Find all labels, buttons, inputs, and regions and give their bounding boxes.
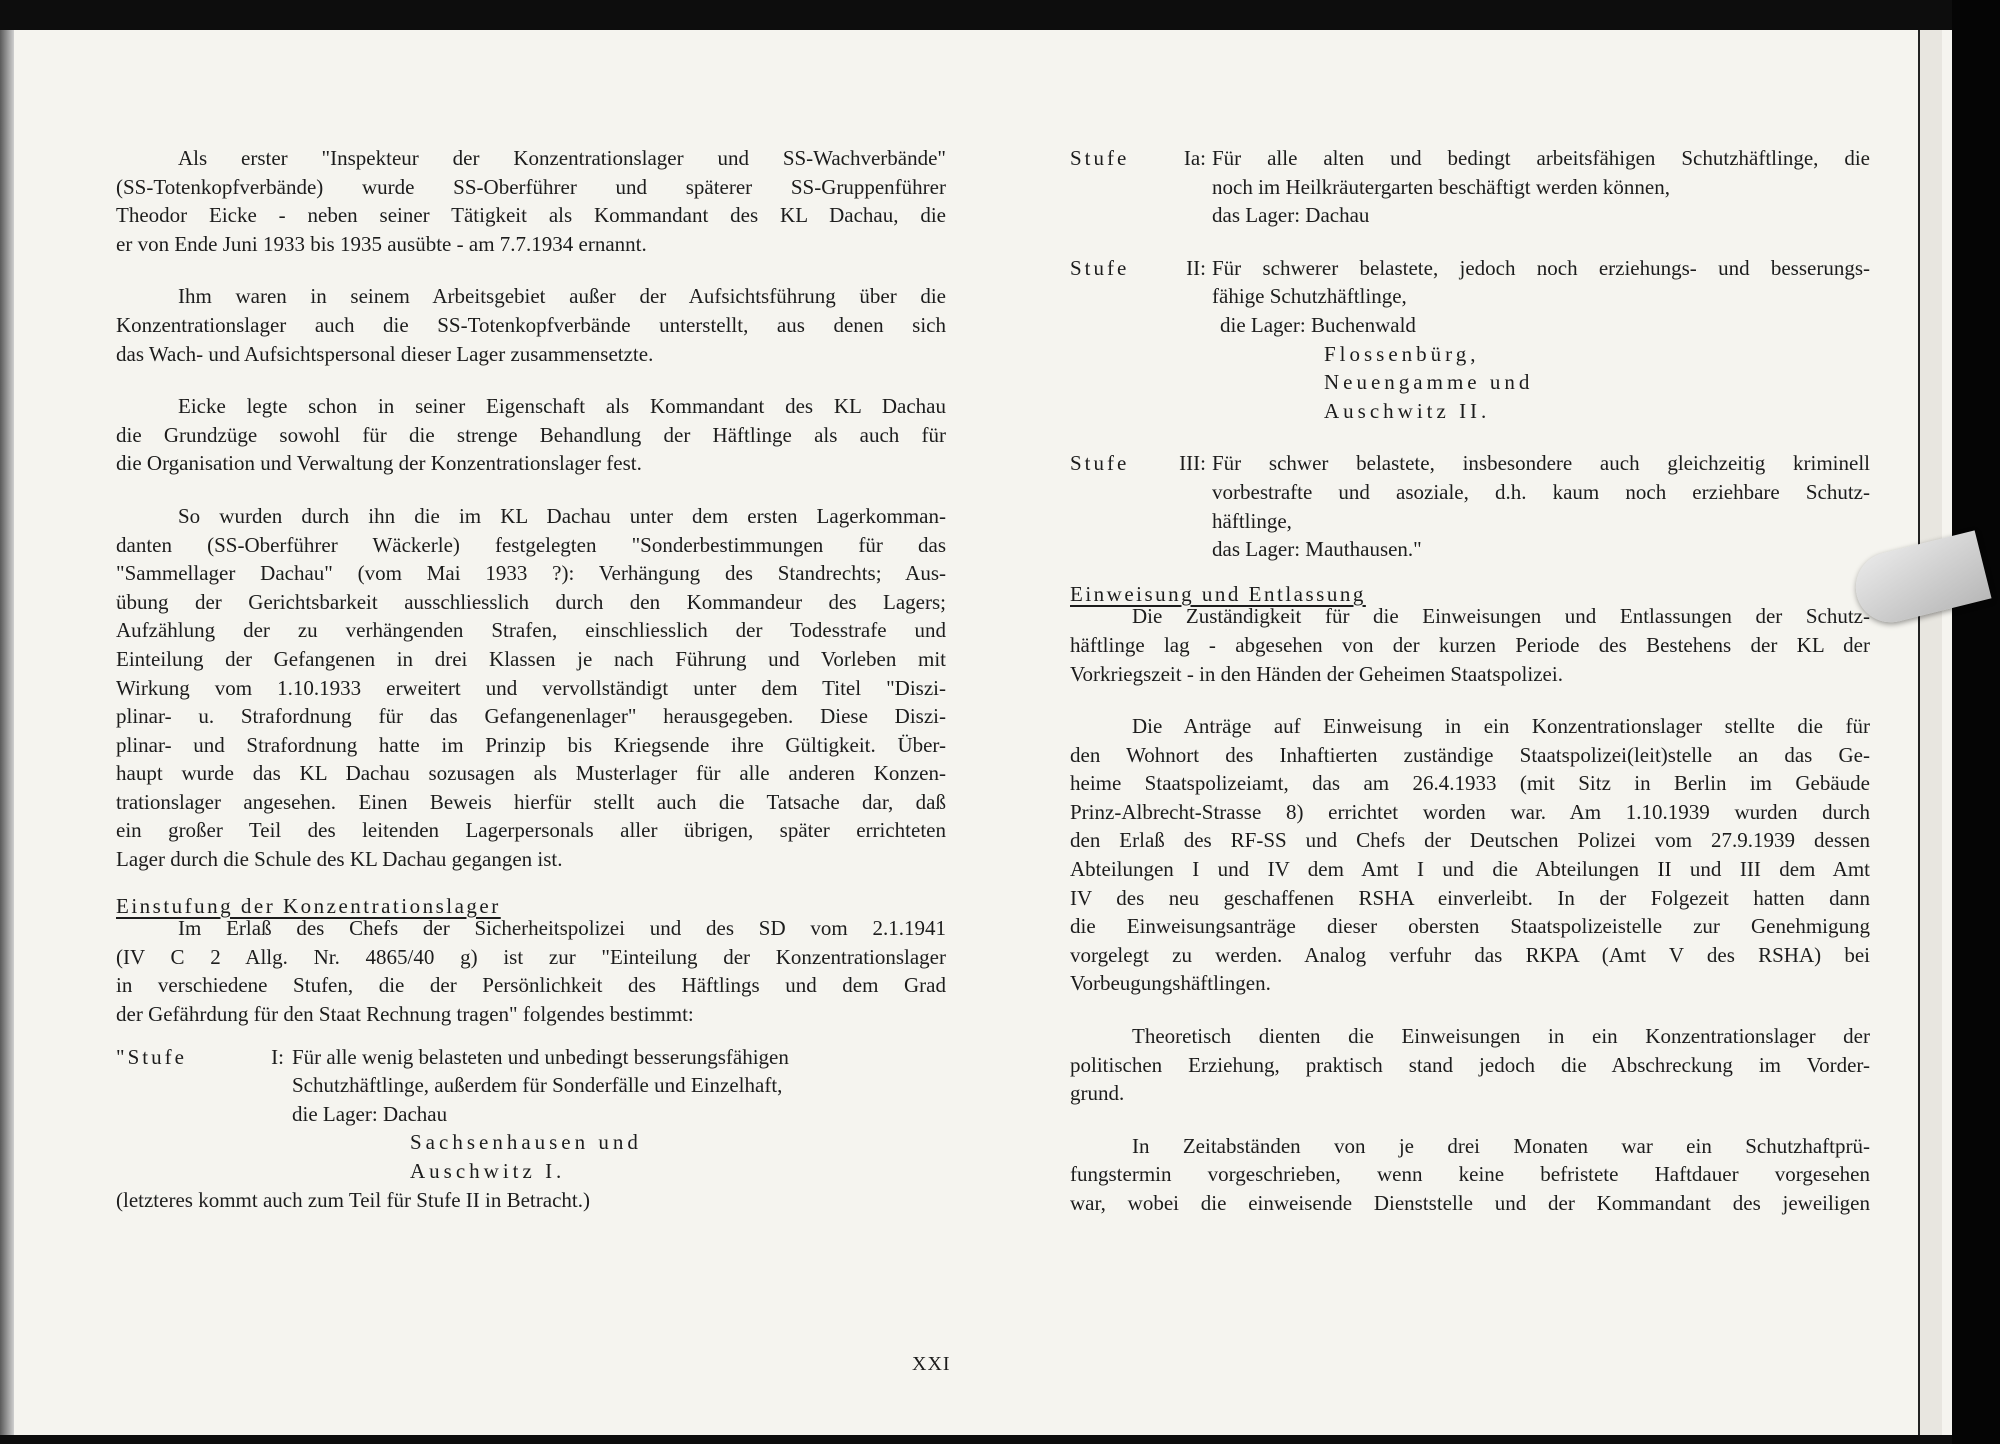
text-line: ein großer Teil des leitenden Lagerpersonals aller übrigen, später errichteten (116, 818, 946, 843)
lager-name: Flossenbürg, (1324, 341, 1480, 366)
stufe-label: Stufe (1070, 255, 1130, 280)
text-line: den Erlaß des RF-SS und Chefs der Deutschen Polizei vom 27.9.1939 dessen (1070, 828, 1870, 853)
paragraph-zustaendigkeit (1070, 602, 1870, 688)
page-edge-strip (1918, 30, 1942, 1435)
text-line: Konzentrationslager auch die SS-Totenkopfverbände unterstellt, aus denen sich (116, 312, 946, 337)
text-line: "Sammellager Dachau" (vom Mai 1933 ?): Verhängung des Standrechts; Aus- (116, 561, 946, 586)
text-line: Einteilung der Gefangenen in drei Klassen je nach Führung und Vorleben mit (116, 646, 946, 671)
text-line: war, wobei die einweisende Dienststelle und der Kommandant des jeweiligen (1070, 1191, 1870, 1215)
text-line: (IV C 2 Allg. Nr. 4865/40 g) ist zur "Einteilung der Konzentrationslager (116, 944, 946, 969)
text-line: grund. (1070, 1081, 1125, 1106)
text-line: plinar- und Strafordnung hatte im Prinzip bis Kriegsende ihre Gültigkeit. Über- (116, 732, 946, 757)
section-heading-einstufung: Einstufung der Konzentrationslager (116, 893, 501, 918)
paragraph-antraege (1070, 712, 1870, 998)
stufe-label: Stufe (1070, 146, 1130, 170)
paragraph-arbeitsgebiet (116, 282, 946, 368)
text-line: die Lager: Buchenwald (1220, 312, 1416, 337)
text-line: Für schwerer belastete, jedoch noch erziehungs- und besserungs- (1212, 255, 1870, 280)
lager-name: Neuengamme und (1324, 370, 1534, 395)
text-line: politischen Erziehung, praktisch stand jedoch die Abschreckung im Vorder- (1070, 1052, 1870, 1077)
text-line: So wurden durch ihn die im KL Dachau unter dem ersten Lagerkomman- (178, 503, 946, 528)
stufe-number: I: (271, 1044, 284, 1069)
text-line: Für schwer belastete, insbesondere auch gleichzeitig kriminell (1212, 451, 1870, 476)
text-line: Theodor Eicke - neben seiner Tätigkeit als Kommandant des KL Dachau, die (116, 203, 946, 228)
text-line: Prinz-Albrecht-Strasse 8) errichtet worden war. Am 1.10.1939 wurden durch (1070, 799, 1870, 824)
stufe-ia-block (1070, 144, 1870, 230)
text-line: übung der Gerichtsbarkeit ausschliesslich durch den Kommandeur des Lagers; (116, 589, 946, 614)
text-line: das Lager: Dachau (1212, 203, 1370, 228)
paragraph-erlass (116, 914, 946, 1028)
paragraph-sonderbestimmungen (116, 502, 946, 874)
section-heading-einweisung: Einweisung und Entlassung (1070, 581, 1366, 606)
text-line: Abteilungen I und IV dem Amt I und die Abteilungen II und III dem Amt (1070, 857, 1870, 882)
text-line: die Organisation und Verwaltung der Konzentrationslager fest. (116, 451, 642, 476)
text-line: Schutzhäftlinge, außerdem für Sonderfälle und Einzelhaft, (292, 1073, 783, 1098)
text-line: In Zeitabständen von je drei Monaten war ein Schutzhaftprü- (1132, 1133, 1870, 1158)
left-page-column (116, 144, 946, 1214)
text-line: Ihm waren in seinem Arbeitsgebiet außer der Aufsichtsführung über die (178, 284, 946, 309)
stufe-number: II: (1186, 255, 1206, 280)
text-line: noch im Heilkräutergarten beschäftigt werden können, (1212, 174, 1670, 199)
text-line: fungstermin vorgeschrieben, wenn keine befristete Haftdauer vorgesehen (1070, 1162, 1870, 1187)
text-line: er von Ende Juni 1933 bis 1935 ausübte - am 7.7.1934 ernannt. (116, 231, 647, 256)
right-page-column (1070, 144, 1870, 1218)
text-line: das Lager: Mauthausen." (1212, 537, 1422, 562)
text-line: Die Zuständigkeit für die Einweisungen und Entlassungen der Schutz- (1132, 604, 1870, 629)
text-line: Eicke legte schon in seiner Eigenschaft als Kommandant des KL Dachau (178, 394, 946, 419)
text-line: Vorbeugungshäftlingen. (1070, 971, 1271, 996)
lager-name: Auschwitz I. (410, 1159, 566, 1183)
text-line: Vorkriegszeit - in den Händen der Geheimen Staatspolizei. (1070, 661, 1563, 686)
stufe-number: III: (1179, 451, 1206, 476)
text-line: Als erster "Inspekteur der Konzentrationslager und SS-Wachverbände" (178, 146, 946, 170)
paragraph-zeitabstaende (1070, 1132, 1870, 1218)
text-line: danten (SS-Oberführer Wäckerle) festgelegten "Sonderbestimmungen für das (116, 532, 946, 557)
scanner-background (1952, 0, 2000, 1444)
text-line: Für alle alten und bedingt arbeitsfähigen Schutzhäftlinge, die (1212, 146, 1870, 170)
stufe-number: Ia: (1183, 146, 1206, 170)
lager-name: Auschwitz II. (1324, 398, 1491, 423)
stufe-i-block (116, 1043, 946, 1186)
text-line: häftlinge, (1212, 508, 1292, 533)
text-line: häftlinge lag - abgesehen von der kurzen Periode des Bestehens der KL der (1070, 632, 1870, 657)
text-line: der Gefährdung für den Staat Rechnung tragen" folgendes bestimmt: (116, 1002, 694, 1027)
text-line: IV des neu geschaffenen RSHA einverleibt. In der Folgezeit hatten dann (1070, 885, 1870, 910)
stufe-iii-block (1070, 449, 1870, 563)
paragraph-theoretisch (1070, 1022, 1870, 1108)
text-line: die Einweisungsanträge dieser obersten Staatspolizeistelle zur Genehmigung (1070, 914, 1870, 939)
text-line: die Grundzüge sowohl für die strenge Behandlung der Häftlinge als auch für (116, 422, 946, 447)
stufe-i-note: (letzteres kommt auch zum Teil für Stufe II in Betracht.) (116, 1187, 590, 1212)
stufe-ii-block (1070, 254, 1870, 426)
text-line: fähige Schutzhäftlinge, (1212, 284, 1407, 309)
stufe-label: Stufe (1070, 451, 1130, 476)
text-line: die Lager: Dachau (292, 1101, 448, 1126)
text-line: in verschiedene Stufen, die der Persönlichkeit des Häftlings und dem Grad (116, 973, 946, 998)
book-spine-edge (0, 30, 14, 1435)
text-line: das Wach- und Aufsichtspersonal dieser Lager zusammensetzte. (116, 341, 654, 366)
stufe-label: "Stufe (116, 1044, 187, 1069)
text-line: Die Anträge auf Einweisung in ein Konzentrationslager stellte die für (1132, 714, 1870, 739)
paragraph-inspekteur (116, 144, 946, 258)
page-number: XXI (912, 1353, 951, 1375)
text-line: Aufzählung der zu verhängenden Strafen, einschliesslich der Todesstrafe und (116, 618, 946, 643)
text-line: den Wohnort des Inhaftierten zuständige Staatspolizei(leit)stelle an das Ge- (1070, 742, 1870, 767)
text-line: vorgelegt zu werden. Analog verfuhr das RKPA (Amt V des RSHA) bei (1070, 942, 1870, 967)
text-line: Für alle wenig belasteten und unbedingt besserungsfähigen (292, 1044, 789, 1069)
lager-name: Sachsenhausen und (410, 1130, 642, 1155)
text-line: Wirkung vom 1.10.1933 erweitert und vervollständigt unter dem Titel "Diszi- (116, 675, 946, 700)
text-line: (SS-Totenkopfverbände) wurde SS-Oberführer und späterer SS-Gruppenführer (116, 174, 946, 199)
paragraph-eicke (116, 392, 946, 478)
text-line: vorbestrafte und asoziale, d.h. kaum noch erziehbare Schutz- (1212, 479, 1870, 504)
text-line: heime Staatspolizeiamt, das am 26.4.1933 (mit Sitz in Berlin im Gebäude (1070, 771, 1870, 796)
text-line: trationslager angesehen. Einen Beweis hierfür stellt auch die Tatsache dar, daß (116, 789, 946, 814)
text-line: haupt wurde das KL Dachau sozusagen als Musterlager für alle anderen Konzen- (116, 761, 946, 786)
text-line: Lager durch die Schule des KL Dachau gegangen ist. (116, 847, 563, 872)
text-line: Theoretisch dienten die Einweisungen in ein Konzentrationslager der (1132, 1024, 1870, 1049)
text-line: plinar- u. Strafordnung für das Gefangenenlager" herausgegeben. Diese Diszi- (116, 704, 946, 729)
text-line: Im Erlaß des Chefs der Sicherheitspolizei und des SD vom 2.1.1941 (178, 916, 946, 941)
